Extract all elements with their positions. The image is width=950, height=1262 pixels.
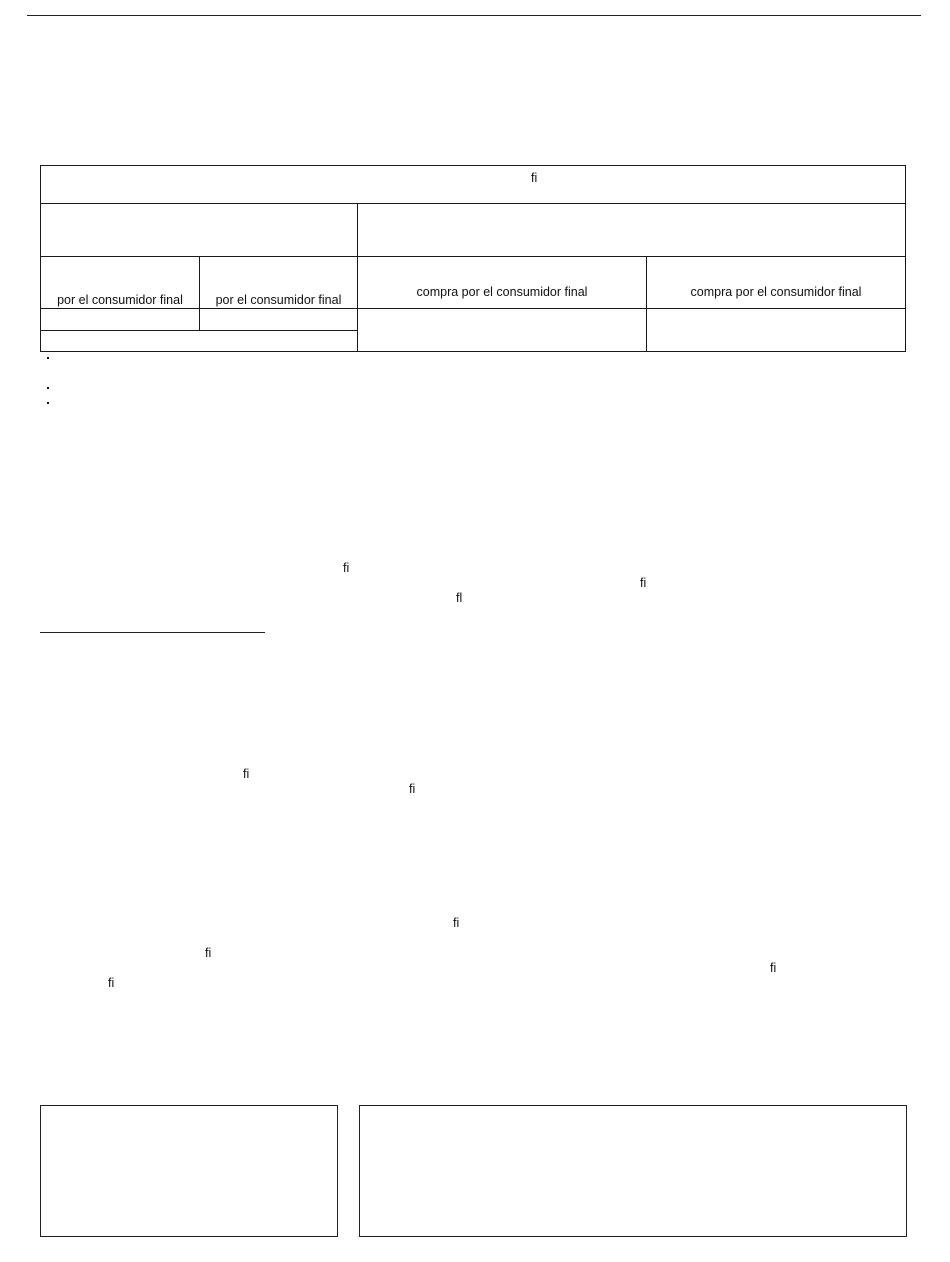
note-bullet [47, 357, 49, 359]
column-header-1: por el consumidor final [57, 293, 183, 307]
note-bullet [47, 387, 49, 389]
paragraph-glyph: ﬁ [343, 561, 350, 575]
paragraph-glyph: ﬁ [205, 946, 212, 960]
data-table [0, 0, 950, 360]
signature-box-right [359, 1105, 907, 1237]
table-title: ﬁ [531, 171, 538, 185]
column-header-4: compra por el consumidor final [690, 285, 862, 299]
paragraph-glyph: ﬁ [243, 767, 250, 781]
signature-box-left [40, 1105, 338, 1237]
paragraph-glyph: ﬁ [453, 916, 460, 930]
paragraph-glyph: ﬁ [409, 782, 416, 796]
note-bullet [47, 402, 49, 404]
column-header-3: compra por el consumidor final [416, 285, 588, 299]
footnote-separator [40, 632, 265, 633]
paragraph-glyph: ﬁ [770, 961, 777, 975]
paragraph-glyph: ﬂ [456, 591, 463, 605]
paragraph-glyph: ﬁ [108, 976, 115, 990]
paragraph-glyph: ﬁ [640, 576, 647, 590]
column-header-2: por el consumidor final [215, 293, 342, 307]
